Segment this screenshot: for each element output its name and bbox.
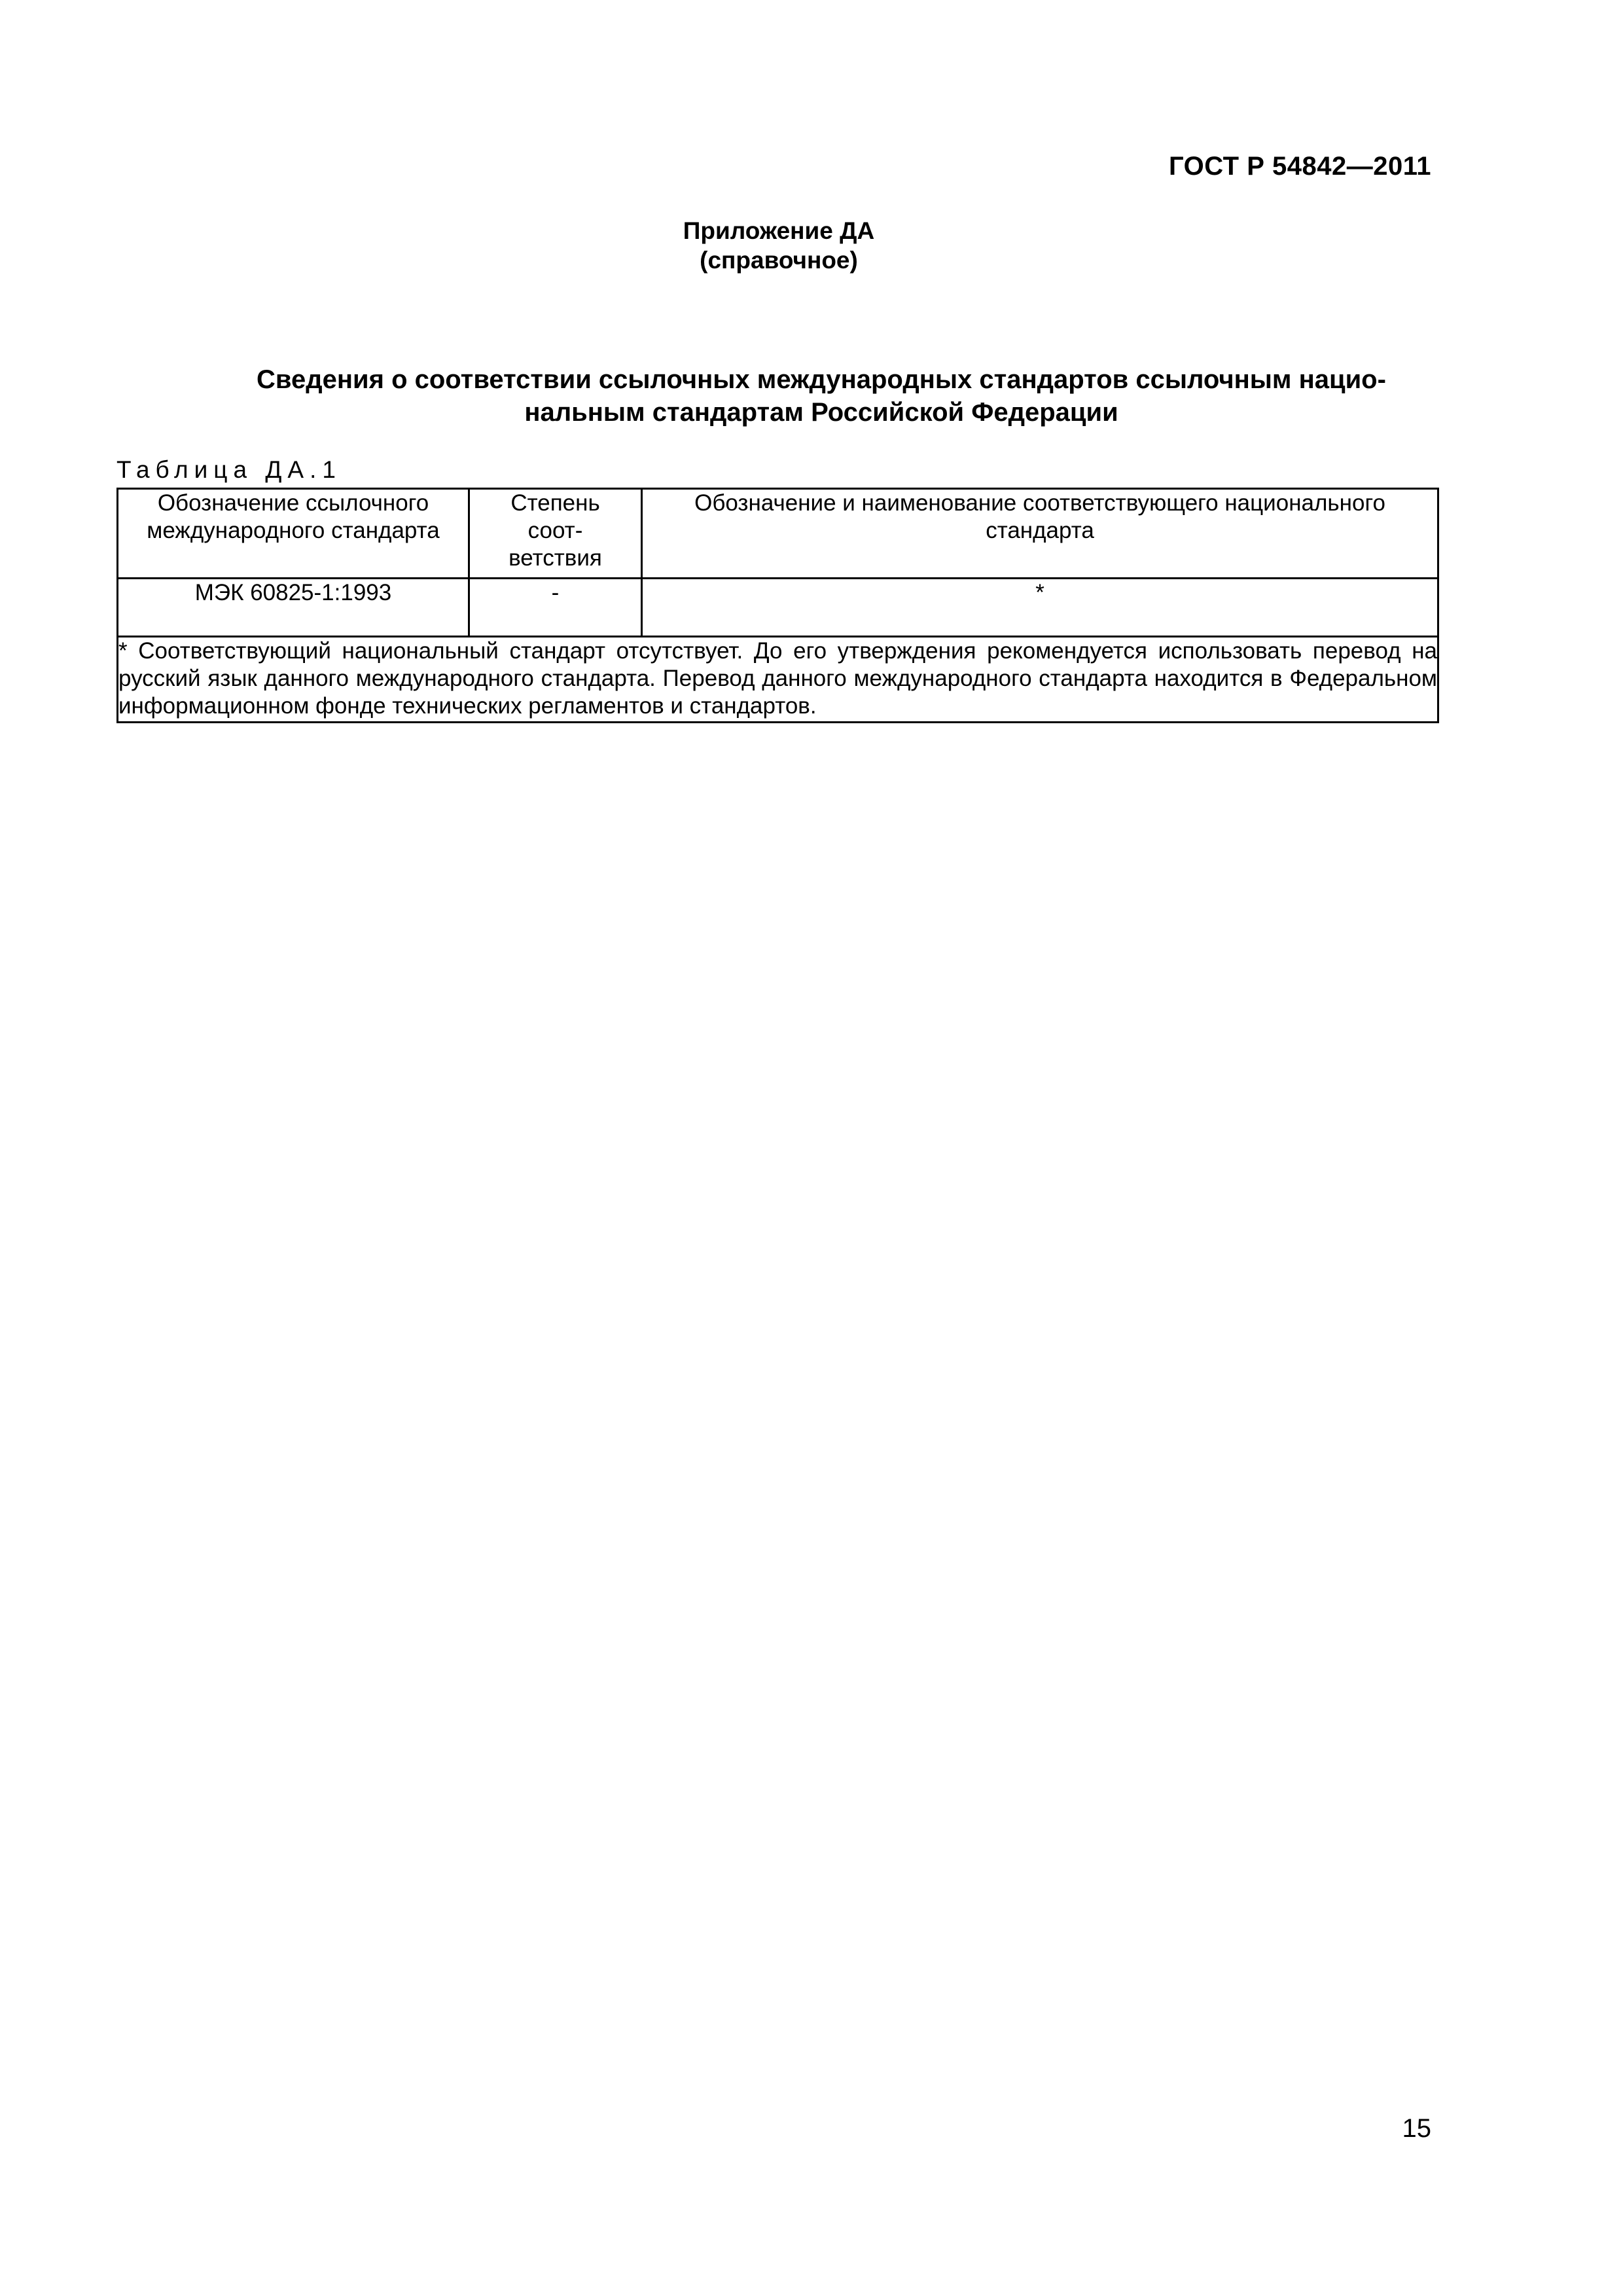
table-caption: Таблица ДА.1 [116, 456, 342, 483]
column-header [469, 489, 642, 579]
annex-title: Приложение ДА [683, 217, 875, 244]
column-header-label: Степень соот-ветствия [508, 490, 602, 571]
page-number: 15 [1402, 2114, 1431, 2143]
table-cell-national-standard: * [642, 579, 1438, 637]
table-cell-standard: МЭК 60825-1:1993 [118, 579, 469, 637]
table-cell-degree: - [469, 579, 642, 637]
annex-heading-line-1: Сведения о соответствии ссылочных международных стандартов ссылочным нацио- [257, 365, 1386, 394]
table-footnote-row [118, 637, 1438, 723]
column-header [642, 489, 1438, 579]
table-footnote: * Соответствующий национальный стандарт отсутствует. До его утверждения рекомендуется использовать перевод на русский язык данного международного стандарта. Перевод данного международного стандарта находится в Федеральном информационном фонде технических регламентов и стандартов. [118, 637, 1438, 723]
annex-type: (справочное) [700, 247, 858, 274]
standard-code: ГОСТ Р 54842—2011 [1169, 152, 1431, 181]
column-header [118, 489, 469, 579]
table-row [118, 579, 1438, 637]
correspondence-table [116, 488, 1439, 723]
annex-heading [216, 363, 1427, 429]
annex-heading-line-2: нальным стандартам Российской Федерации [524, 398, 1118, 427]
column-header-label: Обозначение ссылочного международного стандарта [147, 490, 440, 543]
table-header-row [118, 489, 1438, 579]
column-header-label: Обозначение и наименование соответствующего национального стандарта [694, 490, 1385, 543]
